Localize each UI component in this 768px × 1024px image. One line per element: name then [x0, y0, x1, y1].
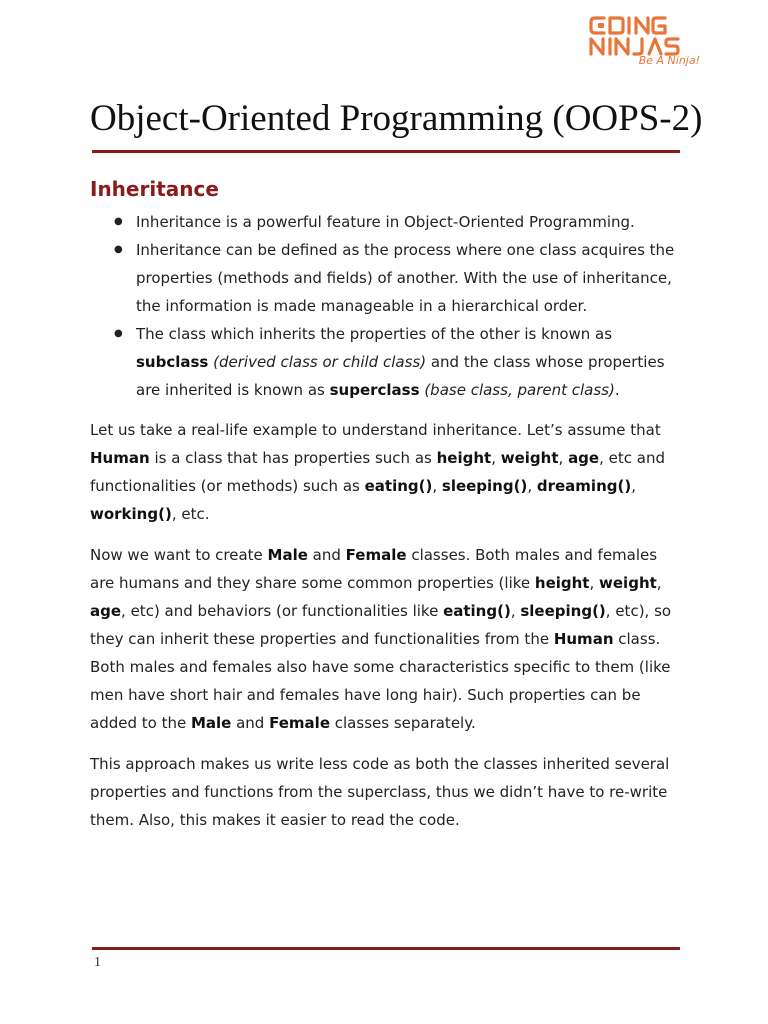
- term-note: (base class, parent class): [424, 381, 615, 399]
- document-body: [90, 172, 686, 847]
- keyword: height: [534, 574, 590, 592]
- text: classes. Both males and females are humans and they share some common properties (like: [90, 546, 658, 592]
- page-number: 1: [94, 955, 101, 970]
- text: Let us take a real-life example to understand inheritance. Let’s assume that: [90, 421, 661, 439]
- keyword: Female: [269, 714, 330, 732]
- bullet-text: .: [614, 381, 620, 399]
- inheritance-bullet-list: [90, 208, 686, 404]
- term-note: (derived class or child class): [213, 353, 427, 371]
- keyword: Human: [553, 630, 614, 648]
- document-title: Object-Oriented Programming (OOPS-2): [90, 98, 703, 139]
- bullet-text: Inheritance can be defined as the process where one class acquires the properties (methods and fields) of another. With the use of inheritance, the information is made manageable in a hierarchical order.: [136, 241, 675, 315]
- coding-ninjas-logo: [586, 12, 708, 72]
- keyword: weight: [500, 449, 559, 467]
- text: , etc and functionalities (or methods) such as: [90, 449, 665, 495]
- bullet-text: and the class whose properties are inherited is known as: [136, 353, 665, 399]
- bullet-text: Inheritance is a powerful feature in Object-Oriented Programming.: [136, 213, 635, 231]
- text: classes separately.: [330, 714, 476, 732]
- bullet-item: [136, 236, 686, 320]
- section-heading-inheritance: Inheritance: [90, 177, 219, 201]
- keyword: Male: [190, 714, 232, 732]
- keyword: height: [436, 449, 492, 467]
- keyword: weight: [599, 574, 657, 592]
- keyword: dreaming(): [536, 477, 632, 495]
- keyword: eating(): [443, 602, 511, 620]
- keyword: Human: [90, 449, 150, 467]
- text: Now we want to create: [90, 546, 268, 564]
- keyword: age: [568, 449, 600, 467]
- keyword: sleeping(): [441, 477, 528, 495]
- keyword: eating(): [364, 477, 433, 495]
- footer-divider: [92, 947, 680, 950]
- keyword: Female: [345, 546, 407, 564]
- bullet-item: [136, 320, 686, 404]
- keyword: sleeping(): [520, 602, 606, 620]
- text: class. Both males and females also have some characteristics specific to them (like men have short hair and females have long hair). Such properties can be added to the: [90, 630, 671, 732]
- term-superclass: superclass: [329, 381, 420, 399]
- bullet-text: The class which inherits the properties of the other is known as: [136, 325, 613, 343]
- text: is a class that has properties such as: [149, 449, 437, 467]
- logo-icon: [586, 12, 708, 56]
- text: , etc), so they can inherit these properties and functionalities from the: [90, 602, 672, 648]
- bullet-item: [136, 208, 686, 236]
- keyword: Male: [267, 546, 308, 564]
- paragraph-create-classes: Now we want to create Male and Female classes. Both males and females are humans and they share some common properties (like height, weight, age, etc) and behaviors (or functionalities like eating(), sleeping(), etc), so they can inherit these properties and functionalities from the Human class. Both males and females also have some characteristics specific to them (like men have short hair and females have long hair). Such properties can be added to the Male and Female classes separately.: [90, 546, 672, 732]
- logo-tagline: Be A Ninja!: [638, 54, 700, 67]
- keyword: working(): [90, 505, 172, 523]
- keyword: age: [90, 602, 122, 620]
- paragraph-example: Let us take a real-life example to understand inheritance. Let’s assume that Human is a class that has properties such as height, weight, age, etc and functionalities (or methods) such as eating(), sleeping(), dreaming(), working(), etc.: [90, 421, 665, 523]
- text: and: [307, 546, 346, 564]
- paragraph-approach: This approach makes us write less code as both the classes inherited several properties and functions from the superclass, thus we didn’t have to re-write them. Also, this makes it easier to read the code.: [90, 755, 670, 829]
- text: , etc) and behaviors (or functionalities like: [121, 602, 444, 620]
- text: and: [231, 714, 270, 732]
- title-divider: [92, 150, 680, 153]
- text: , etc.: [171, 505, 210, 523]
- term-subclass: subclass: [136, 353, 209, 371]
